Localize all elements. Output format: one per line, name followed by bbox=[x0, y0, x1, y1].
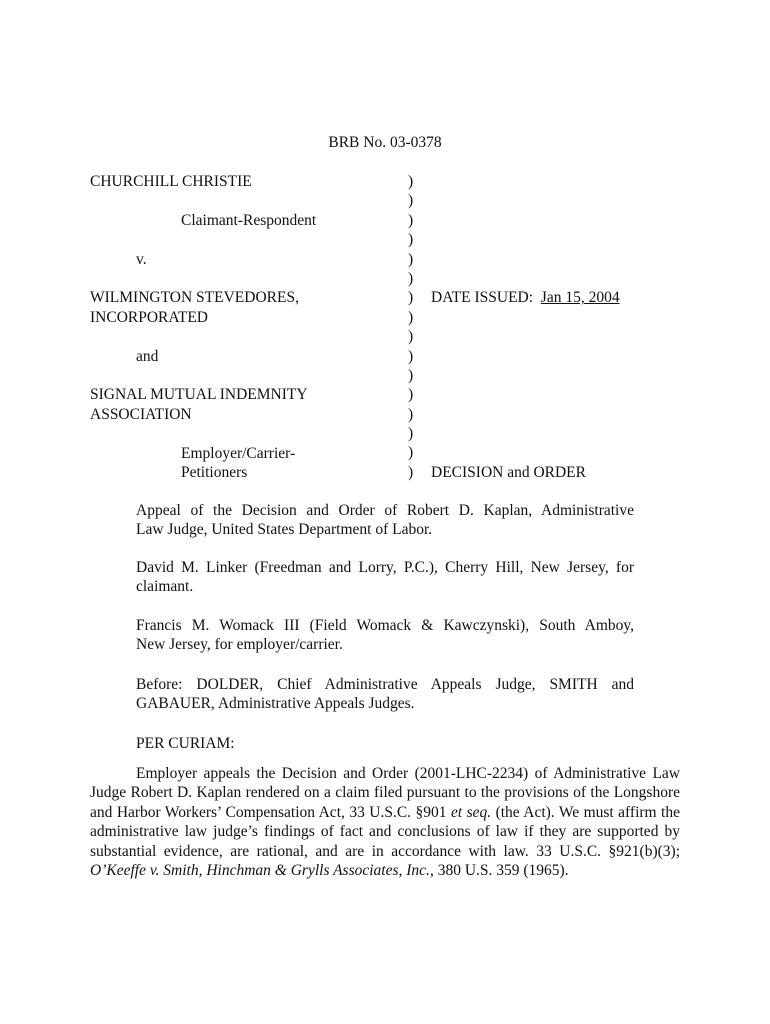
per-curiam-heading: PER CURIAM: bbox=[136, 735, 235, 752]
date-issued-label: DATE ISSUED: bbox=[431, 289, 534, 307]
petitioner-role-line1: Employer/Carrier- bbox=[181, 444, 296, 462]
carrier-name-line2: ASSOCIATION bbox=[90, 405, 192, 423]
claimant-counsel: David M. Linker (Freedman and Lorry, P.C.), Cherry Hill, New Jersey, for claimant. bbox=[136, 559, 634, 596]
appeal-paragraph: Appeal of the Decision and Order of Robert D. Kaplan, Administrative Law Judge, United States Department of Labor. bbox=[136, 502, 634, 539]
docket-number: BRB No. 03-0378 bbox=[328, 134, 442, 151]
carrier-name-line1: SIGNAL MUTUAL INDEMNITY bbox=[90, 386, 308, 404]
employer-name-line2: INCORPORATED bbox=[90, 308, 208, 326]
claimant-role: Claimant-Respondent bbox=[181, 211, 317, 229]
employer-counsel: Francis M. Womack III (Field Womack & Kawczynski), South Amboy, New Jersey, for employer/carrier. bbox=[136, 617, 634, 654]
date-issued bbox=[431, 288, 620, 307]
case-citation: O’Keeffe v. Smith, Hinchman & Grylls Associates, Inc. bbox=[90, 862, 430, 880]
panel-before: Before: DOLDER, Chief Administrative Appeals Judge, SMITH and GABAUER, Administrative Appeals Judges. bbox=[136, 676, 634, 713]
employer-name-line1: WILMINGTON STEVEDORES, bbox=[90, 289, 299, 307]
petitioner-role-line2: Petitioners bbox=[181, 464, 248, 481]
et-seq-citation: et seq. bbox=[450, 803, 492, 821]
date-issued-value: Jan 15, 2004 bbox=[540, 289, 620, 307]
versus: v. bbox=[136, 250, 147, 268]
caption-parentheses: ) ) ) ) ) ) ) ) ) ) ) ) ) ) ) ) bbox=[408, 173, 414, 481]
claimant-name: CHURCHILL CHRISTIE bbox=[90, 173, 252, 190]
opinion-paragraph: Employer appeals the Decision and Order (2001-LHC-2234) of Administrative Law Judge Robert D. Kaplan rendered on a claim filed pursuant to the provisions of the Longshore and Harbor Workers’ Compensation Act, 33 U.S.C. §901 et seq. (the Act). We must affirm the administrative law judge’s findings of fact and conclusions of law if they are supported by substantial evidence, are rational, and are in accordance with law. 33 U.S.C. §921(b)(3); O’Keeffe v. Smith, Hinchman & Grylls Associates, Inc., 380 U.S. 359 (1965). bbox=[90, 765, 680, 880]
decision-and-order-label: DECISION and ORDER bbox=[431, 464, 586, 481]
and-conjunction: and bbox=[136, 347, 159, 365]
